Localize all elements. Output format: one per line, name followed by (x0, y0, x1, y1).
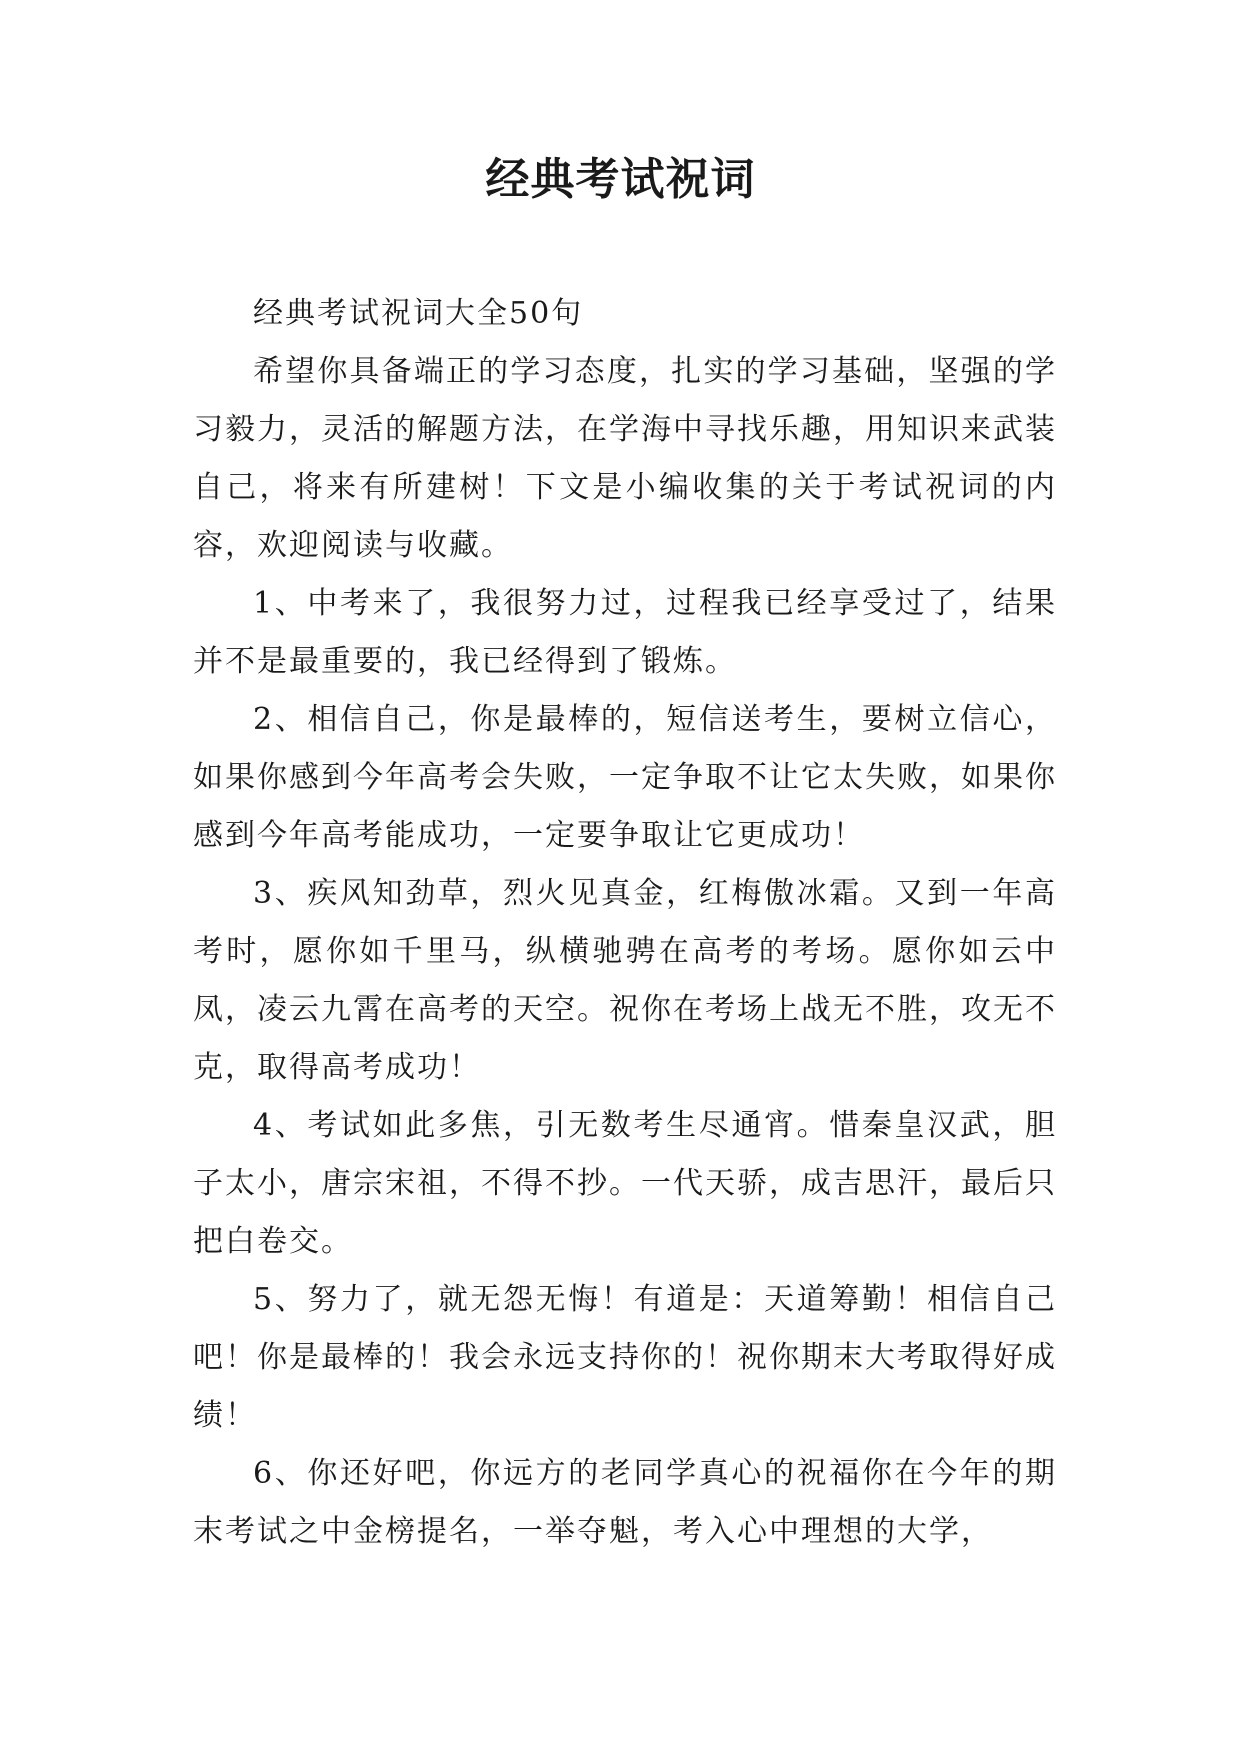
document-title: 经典考试祝词 (485, 154, 756, 205)
paragraph-item-1: 1、中考来了，我很努力过，过程我已经享受过了，结果并不是最重要的，我已经得到了锻炼。 (193, 586, 1057, 679)
paragraph-item-2: 2、相信自己，你是最棒的，短信送考生，要树立信心，如果你感到今年高考会失败，一定争取不让它太失败，如果你感到今年高考能成功，一定要争取让它更成功！ (193, 702, 1057, 853)
paragraph-item-5: 5、努力了，就无怨无悔！有道是：天道筹勤！相信自己吧！你是最棒的！我会永远支持你的！祝你期末大考取得好成绩！ (193, 1282, 1057, 1433)
paragraph-item-3: 3、疾风知劲草，烈火见真金，红梅傲冰霜。又到一年高考时，愿你如千里马，纵横驰骋在高考的考场。愿你如云中凤，凌云九霄在高考的天空。祝你在考场上战无不胜，攻无不克，取得高考成功！ (193, 876, 1057, 1085)
paragraph-item-6: 6、你还好吧，你远方的老同学真心的祝福你在今年的期末考试之中金榜提名，一举夺魁，考入心中理想的大学， (193, 1456, 1057, 1549)
paragraph-intro: 希望你具备端正的学习态度，扎实的学习基础，坚强的学习毅力，灵活的解题方法，在学海中寻找乐趣，用知识来武装自己，将来有所建树！下文是小编收集的关于考试祝词的内容，欢迎阅读与收藏。 (193, 354, 1057, 563)
document-body (193, 285, 1057, 1561)
paragraph-subtitle: 经典考试祝词大全50句 (253, 296, 584, 331)
paragraph-item-4: 4、考试如此多焦，引无数考生尽通宵。惜秦皇汉武，胆子太小，唐宗宋祖，不得不抄。一代天骄，成吉思汗，最后只把白卷交。 (193, 1108, 1057, 1259)
